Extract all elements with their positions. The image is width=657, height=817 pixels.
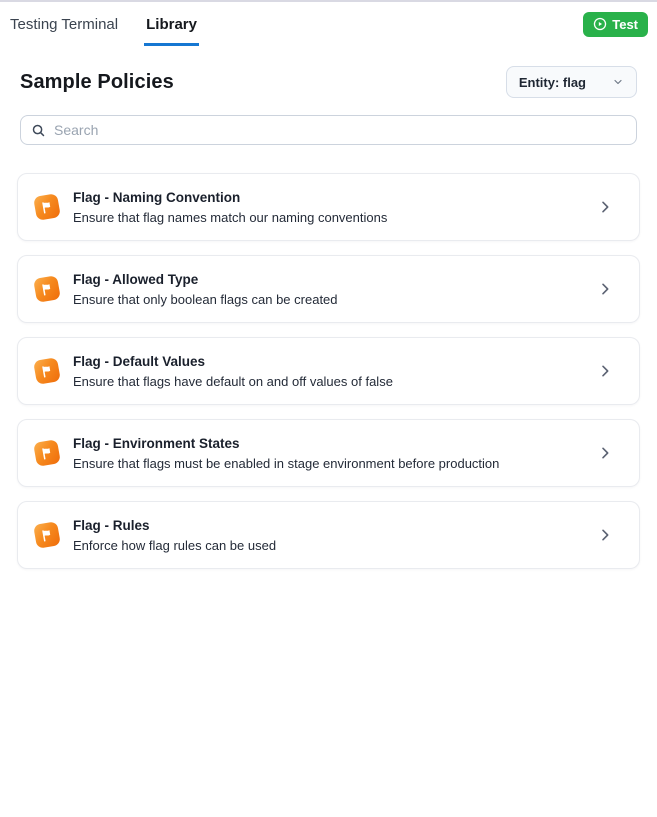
flag-icon [33,439,61,467]
policy-list [0,173,657,569]
test-button-label: Test [612,16,638,32]
tab-library[interactable] [144,5,199,46]
policy-text [73,190,387,225]
search-box[interactable] [20,115,637,145]
policy-title: Flag - Environment States [73,435,240,451]
entity-filter-dropdown[interactable] [506,66,637,98]
chevron-right-icon [597,363,613,379]
policy-description: Ensure that only boolean flags can be created [73,291,338,307]
test-button[interactable] [583,12,648,37]
policy-description: Enforce how flag rules can be used [73,537,277,553]
policy-card[interactable] [17,173,640,241]
policy-title: Flag - Naming Convention [73,189,241,205]
chevron-right-icon [597,527,613,543]
entity-filter-value: Entity: flag [518,74,586,90]
top-bar [0,2,657,46]
policy-description: Ensure that flags must be enabled in stage environment before production [73,455,500,471]
policy-text [73,436,499,471]
policy-title: Flag - Rules [73,517,150,533]
chevron-right-icon [597,199,613,215]
policy-card[interactable] [17,419,640,487]
policy-text [73,354,393,389]
chevron-right-icon [597,445,613,461]
chevron-right-icon [597,281,613,297]
flag-icon [33,275,61,303]
policy-description: Ensure that flag names match our naming conventions [73,209,388,225]
header-row [0,66,657,98]
page-title: Sample Policies [20,70,174,93]
policy-card[interactable] [17,255,640,323]
policy-description: Ensure that flags have default on and off values of false [73,373,393,389]
policy-title: Flag - Allowed Type [73,271,199,287]
policy-card[interactable] [17,501,640,569]
policy-title: Flag - Default Values [73,353,206,369]
search-icon [31,123,46,138]
flag-icon [33,521,61,549]
tab-testing-terminal-label: Testing Terminal [10,15,119,33]
chevron-down-icon [612,76,624,88]
search-row [0,115,657,145]
policy-card[interactable] [17,337,640,405]
flag-icon [33,193,61,221]
tab-library-label: Library [146,15,197,33]
policy-text [73,272,338,307]
play-circle-icon [593,17,607,31]
policy-text [73,518,276,553]
tab-testing-terminal[interactable] [8,5,120,46]
search-input[interactable] [54,122,626,138]
flag-icon [33,357,61,385]
